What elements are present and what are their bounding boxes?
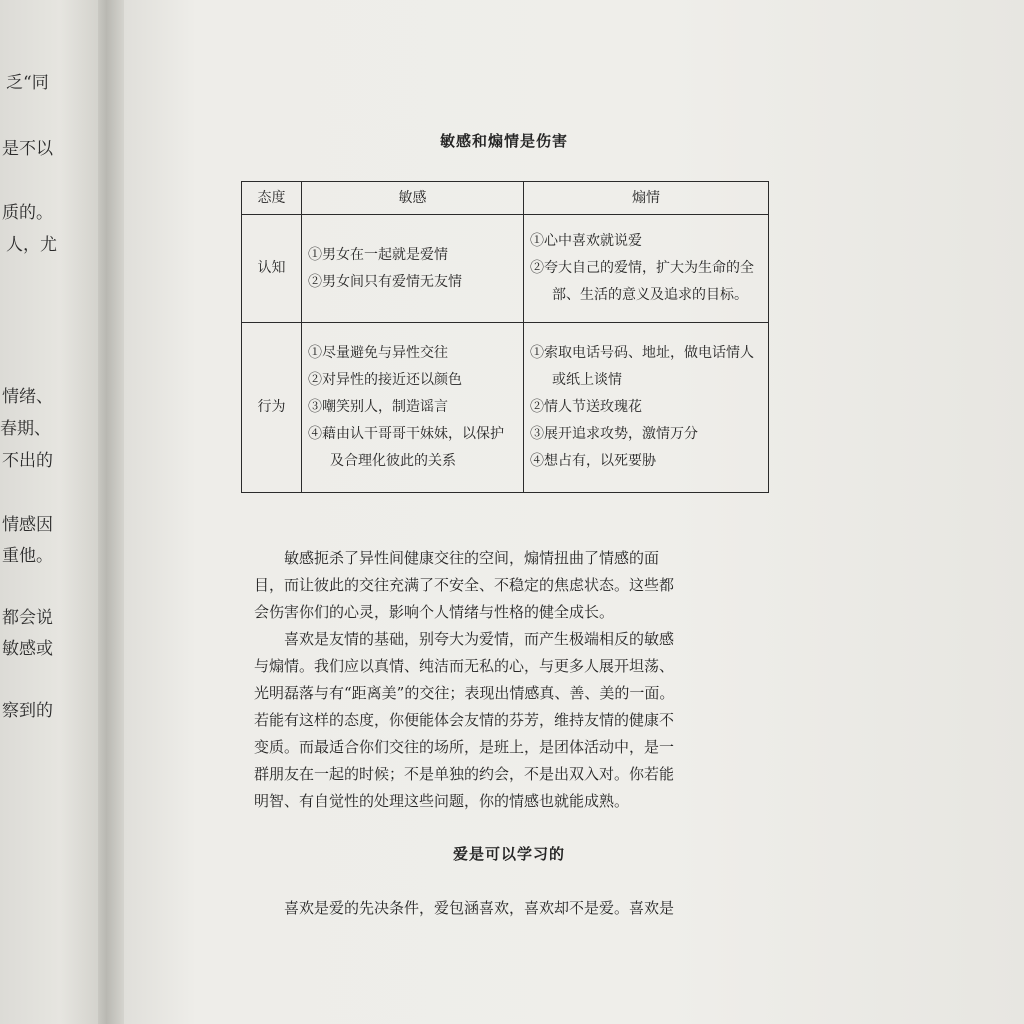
list-item: ①男女在一起就是爱情 [308, 246, 448, 263]
left-fragment: 人，尤 [6, 235, 57, 255]
list-item: ②夸大自己的爱情，扩大为生命的全部、生活的意义及追求的目标。 [530, 260, 754, 303]
text-line: 若能有这样的态度，你便能体会友情的芬芳，维持友情的健康不 [254, 711, 675, 729]
comparison-table [241, 181, 769, 493]
header-sensitive: 敏感 [302, 182, 524, 215]
row-label: 认知 [242, 215, 302, 323]
cell-sensational [524, 215, 769, 323]
text-line: 变质。而最适合你们交往的场所，是班上，是团体活动中，是一 [254, 738, 675, 756]
left-fragment: 乏“同 [6, 73, 49, 93]
left-fragment: 敏感或 [2, 639, 53, 659]
text-line: 明智、有自觉性的处理这些问题，你的情感也就能成熟。 [254, 792, 630, 810]
body-paragraph-1 [254, 545, 764, 626]
book-gutter [98, 0, 126, 1024]
list-item: ②情人节送玫瑰花 [530, 399, 642, 415]
cell-sensational [524, 323, 769, 493]
header-sensational: 煽情 [524, 182, 769, 215]
list-item: ①尽量避免与异性交往 [308, 345, 448, 361]
left-fragment: 都会说 [2, 608, 53, 628]
text-line: 敏感扼杀了异性间健康交往的空间，煽情扭曲了情感的面 [284, 549, 660, 567]
list-item: ③展开追求攻势，激情万分 [530, 426, 698, 442]
row-label: 行为 [242, 323, 302, 493]
text-line: 会伤害你们的心灵，影响个人情绪与性格的健全成长。 [254, 603, 615, 621]
table-row-behavior [242, 323, 769, 493]
left-page [0, 0, 100, 1024]
list-item: ④想占有，以死要胁 [530, 453, 656, 469]
list-item: ②对异性的接近还以颜色 [308, 372, 462, 388]
body-paragraph-3 [254, 895, 764, 922]
left-fragment: 情感因 [2, 515, 53, 535]
text-line: 喜欢是爱的先决条件，爱包涵喜欢，喜欢却不是爱。喜欢是 [284, 899, 675, 917]
text-line: 与煽情。我们应以真情、纯洁而无私的心，与更多人展开坦荡、 [254, 657, 675, 675]
list-item: ②男女间只有爱情无友情 [308, 273, 462, 290]
left-fragment: 重他。 [2, 546, 53, 566]
list-item: ①索取电话号码、地址，做电话情人或纸上谈情 [530, 345, 754, 388]
text-line: 目，而让彼此的交往充满了不安全、不稳定的焦虑状态。这些都 [254, 576, 675, 594]
section-title: 敏感和煽情是伤害 [439, 132, 568, 150]
cell-sensitive [302, 323, 524, 493]
left-fragment: 察到的 [2, 701, 53, 721]
left-fragment: 情绪、 [2, 387, 53, 407]
text-line: 光明磊落与有“距离美”的交往；表现出情感真、善、美的一面。 [254, 684, 675, 702]
header-attitude: 态度 [242, 182, 302, 215]
table-row-cognition [242, 215, 769, 323]
text-line: 群朋友在一起的时候；不是单独的约会，不是出双入对。你若能 [254, 765, 675, 783]
list-item: ④藉由认干哥哥干妹妹，以保护及合理化彼此的关系 [308, 426, 504, 469]
left-fragment: 不出的 [2, 451, 53, 471]
text-line: 喜欢是友情的基础，别夸大为爱情，而产生极端相反的敏感 [284, 630, 675, 648]
table-header-row [242, 182, 769, 215]
left-fragment: 春期、 [0, 419, 51, 439]
list-item: ③嘲笑别人，制造谣言 [308, 399, 448, 415]
section-subtitle: 爱是可以学习的 [452, 845, 565, 863]
left-fragment: 质的。 [2, 203, 53, 223]
right-page [124, 0, 1024, 1024]
cell-sensitive [302, 215, 524, 323]
left-fragment: 是不以 [2, 139, 53, 159]
body-paragraph-2 [254, 626, 764, 815]
list-item: ①心中喜欢就说爱 [530, 233, 642, 249]
